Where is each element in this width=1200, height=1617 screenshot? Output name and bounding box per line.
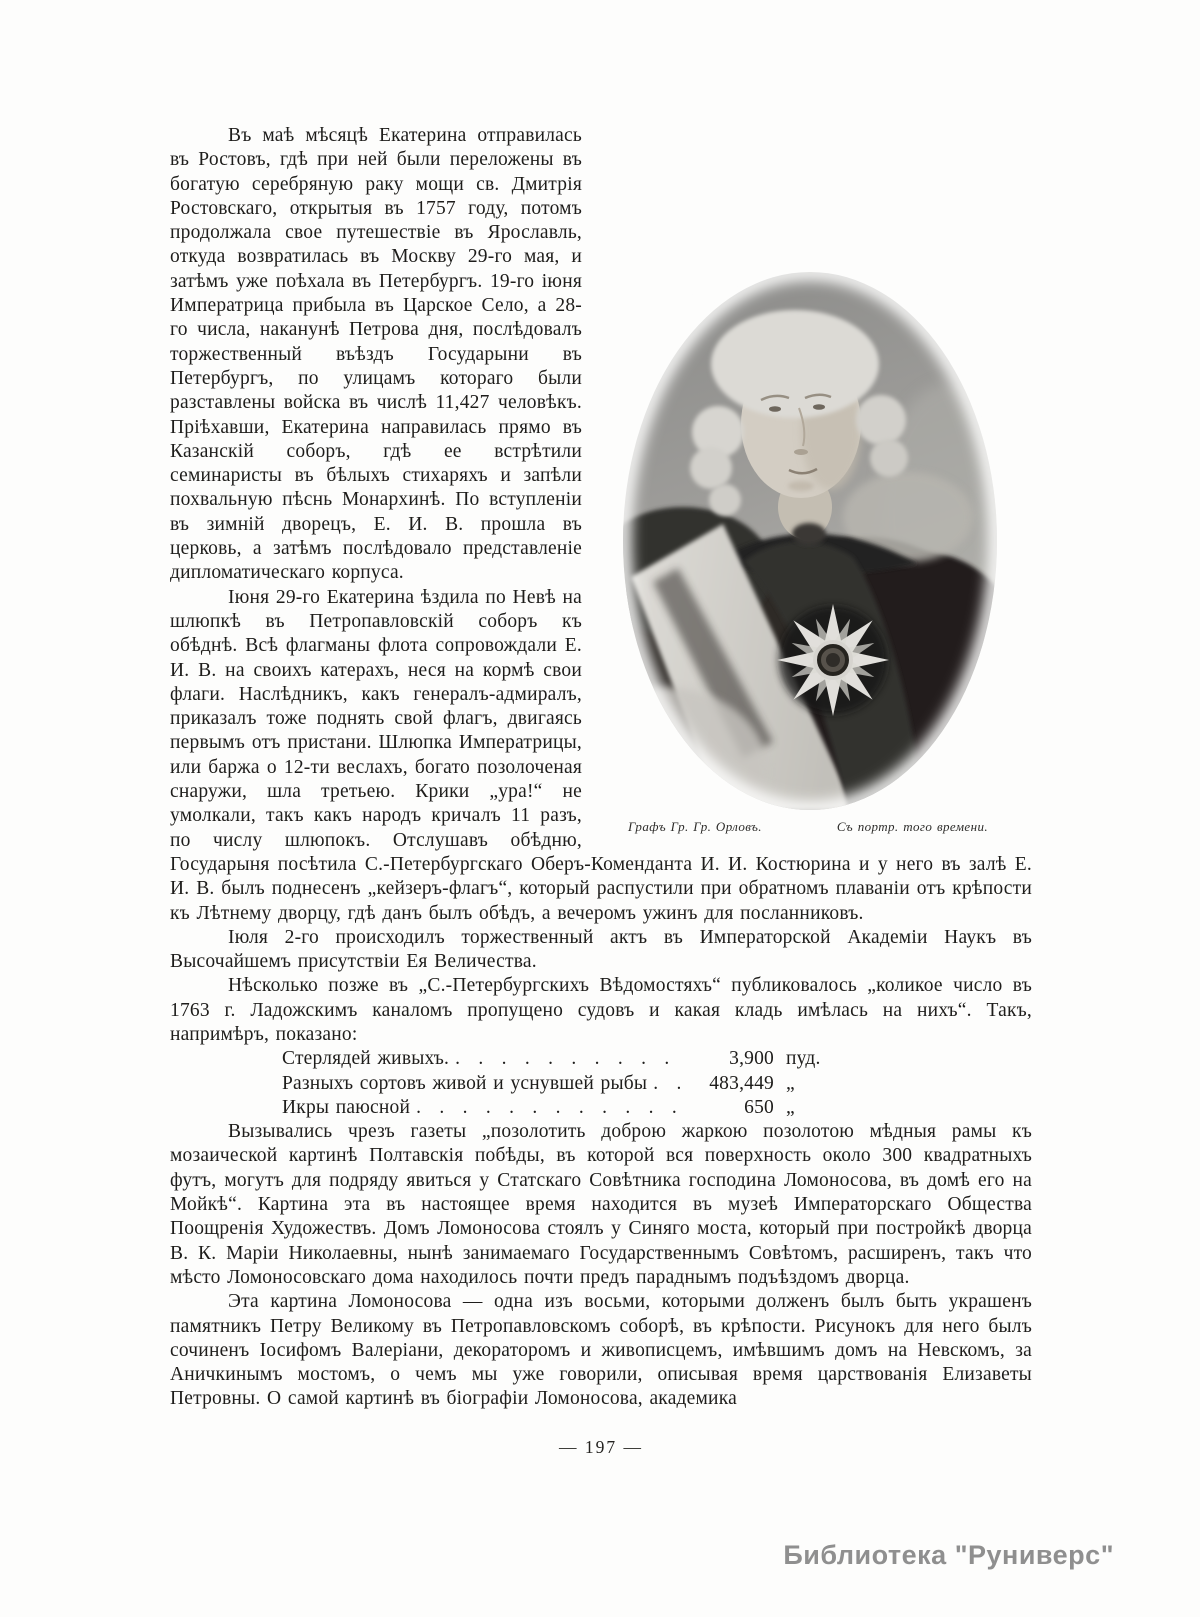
portrait-figure <box>582 272 1032 835</box>
page-content <box>170 124 1032 1412</box>
figure-caption <box>582 819 1032 835</box>
powdered-wig <box>711 310 879 418</box>
portrait-image <box>623 272 997 810</box>
cargo-unit: пуд. <box>786 1048 821 1070</box>
paragraph-vedomosti-note: Нѣсколько позже въ „С.-Петербургскихъ Вѣдомостяхъ“ публиковалось „коликое число въ 1763 г. Ладожскимъ каналомъ пропущено судовъ и какая кладь имѣлась на нихъ“. Такъ, напримѣръ, показано: <box>170 975 1032 1045</box>
cargo-row-fish <box>282 1072 844 1096</box>
cargo-value: 3,900 <box>729 1048 774 1070</box>
dot-leader <box>455 1047 680 1071</box>
dot-leader <box>416 1096 680 1120</box>
cargo-label: Стерлядей живыхъ. <box>282 1048 450 1070</box>
cargo-row-sterlet <box>282 1047 844 1071</box>
page-number: — 197 — <box>559 1437 643 1457</box>
dot-leader <box>653 1072 680 1096</box>
paragraph-may-journey: Въ маѣ мѣсяцѣ Екатерина отправилась въ Ростовъ, гдѣ при ней были переложены въ богатую серебряную раку мощи св. Дмитрія Ростовскаго, открытыя въ 1757 году, потомъ продолжала свое путешествіе въ Ярославль, откуда возвратилась въ Москву 29-го мая, и затѣмъ уже поѣхала въ Петербургъ. 19-го іюня Императрица прибыла въ Царское Село, а 28-го числа, наканунѣ Петрова дня, послѣдовалъ торжественный въѣздъ Государыни въ Петербургъ, по улицамъ котораго были разставлены войска въ числѣ 11,427 человѣкъ. Пріѣхавши, Екатерина направилась прямо въ Казанскій соборъ, гдѣ ее встрѣтили семинаристы въ бѣлыхъ стихаряхъ и запѣли похвальную пѣснь Монархинѣ. По вступленіи въ зимній дворецъ, Е. И. В. прошла въ церковь, а затѣмъ послѣдовало представленіе дипломатическаго корпуса. <box>170 125 582 584</box>
paragraph-poltava-picture: Эта картина Ломоносова — одна изъ восьми, которыми долженъ былъ быть украшенъ памятникъ Петру Великому въ Петропавловскомъ соборѣ, въ крѣпости. Рисунокъ для него былъ сочиненъ Іосифомъ Валеріани, декораторомъ и живописцемъ, имѣвшимъ домъ на Невскомъ, за Аничкинымъ мостомъ, о чемъ мы уже говорили, описывая время царствованія Елизаветы Петровны. О самой картинѣ въ біографіи Ломоносова, академика <box>170 1291 1032 1410</box>
cargo-unit: „ <box>786 1096 795 1118</box>
figure-caption-left: Графъ Гр. Гр. Орловъ. <box>628 819 762 834</box>
paragraph-mosaic-frames: Вызывались чрезъ газеты „позолотить доброю жаркою позолотою мѣдныя рамы къ мозаической картинѣ Полтавскія побѣды, въ которой вся поверхность около 300 квадратныхъ футъ, могутъ для подряду явиться у Статскаго Совѣтника господина Ломоносова, въ домѣ его на Мойкѣ“. Картина эта въ настоящее время находится въ музеѣ Императорскаго Общества Поощренія Художествъ. Домъ Ломоносова стоялъ у Синяго моста, который при постройкѣ дворца В. К. Маріи Николаевны, нынѣ занимаемаго Государственнымъ Совѣтомъ, расширенъ, такъ что мѣсто Ломоносовскаго дома находилось почти предъ параднымъ подъѣздомъ дворца. <box>170 1121 1032 1288</box>
library-watermark: Библиотека "Руниверс" <box>783 1540 1114 1570</box>
cargo-row-caviar <box>282 1096 844 1120</box>
paragraph-academy-act: Іюля 2-го происходилъ торжественный актъ въ Императорской Академіи Наукъ въ Высочайшемъ присутствіи Ея Величества. <box>170 926 1032 973</box>
paragraph-neva-boat-trip: Іюня 29-го Екатерина ѣздила по Невѣ на шлюпкѣ въ Петропавловскій соборъ къ обѣднѣ. Всѣ флагманы флота сопровождали Е. И. В. на своихъ катерахъ, неся на кормѣ свои флаги. Наслѣдникъ, какъ генералъ-адмиралъ, приказалъ тоже поднять свой флагъ, двигаясь первымъ отъ пристани. Шлюпка Императрицы, или баржа о 12-ти веслахъ, богато позолоченая снаружи, шла третьею. Крики „ура!“ не умолкали, такъ какъ народъ кричалъ 11 разъ, по числу шлюпокъ. Отслушавъ обѣдню, Государыня посѣтила С.-Петербургскаго Оберъ-Коменданта И. И. Костюрина и у него въ залѣ Е. И. В. былъ поднесенъ „кейзеръ-флагъ“, который распустили при обратномъ плаваніи отъ крѣпости къ Лѣтнему дворцу, гдѣ данъ былъ обѣдъ, а вечеромъ ужинъ для посланниковъ. <box>170 586 1032 924</box>
cargo-unit: „ <box>786 1072 795 1094</box>
figure-caption-right: Съ портр. того времени. <box>836 819 988 834</box>
cargo-label: Икры паюсной <box>282 1096 411 1118</box>
cargo-label: Разныхъ сортовъ живой и уснувшей рыбы <box>282 1072 648 1094</box>
neck-ribbon <box>792 523 826 545</box>
cargo-list <box>282 1047 844 1120</box>
cargo-value: 483,449 <box>709 1072 774 1094</box>
cargo-value: 650 <box>744 1096 774 1118</box>
